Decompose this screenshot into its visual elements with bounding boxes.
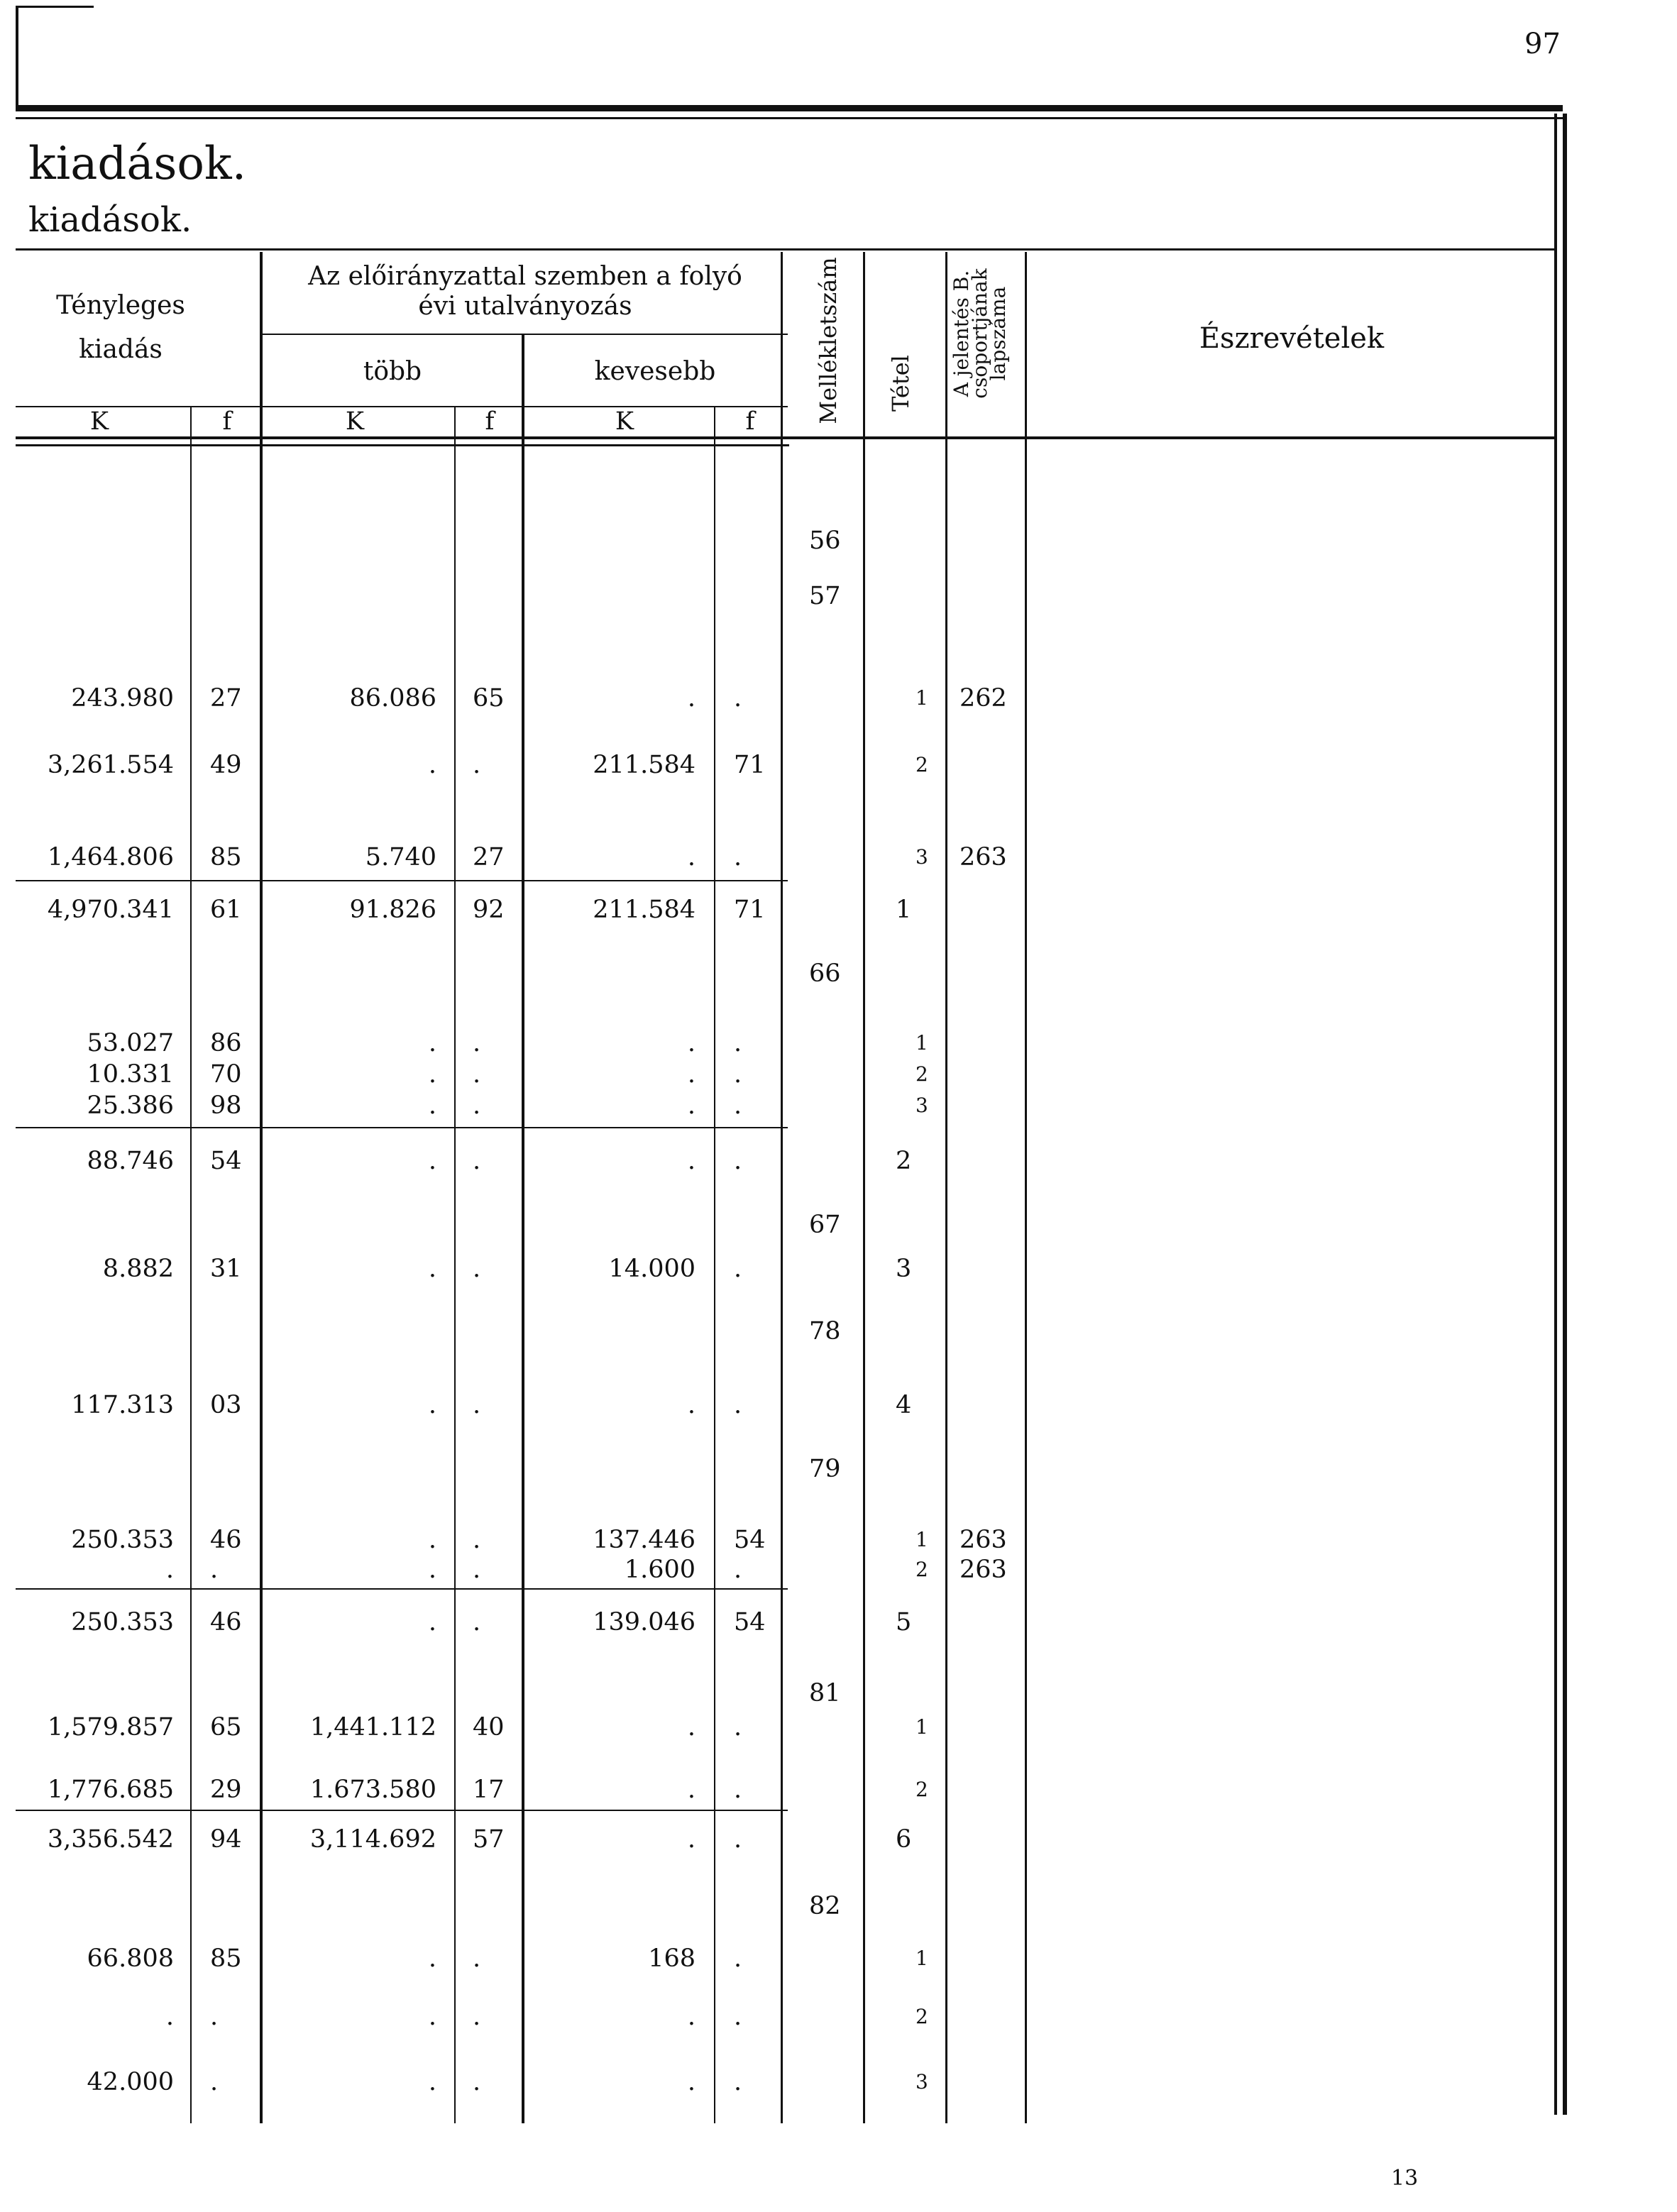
less-f-cell: . [734,1944,742,1973]
actual-k-cell: 250.353 [71,1608,174,1636]
item-sub-cell: 1 [916,1947,928,1970]
report-ref-header-line1: A jelentés B. [950,270,973,397]
actual-k-cell: 3,356.542 [47,1825,174,1854]
item-sub-cell: 1 [916,686,928,710]
actual-k-cell: 8.882 [102,1255,174,1283]
less-k-cell: . [687,843,695,871]
item-sub-cell: 1 [916,1715,928,1739]
actual-f-cell: . [210,2003,219,2031]
page-number: 97 [1524,28,1561,60]
less-f-cell: . [734,843,742,871]
item-sub-cell: 2 [916,753,928,776]
more-f-cell: . [473,1029,481,1057]
actual-k-cell: 1,464.806 [47,843,174,871]
less-f-cell: . [734,1147,742,1175]
f-header: f [222,407,232,436]
less-k-cell: . [687,2068,695,2096]
actual-k-cell: . [165,1556,174,1584]
item-cell: 6 [896,1825,912,1854]
actual-k-cell: 25.386 [87,1091,174,1120]
less-k-cell: 211.584 [593,751,695,779]
actual-f-cell: 03 [210,1391,242,1419]
more-k-cell: . [428,1556,436,1584]
actual-k-cell: 10.331 [87,1060,174,1089]
less-f-cell: . [734,1255,742,1283]
more-f-cell: . [473,1526,481,1554]
col-rule [714,406,715,2123]
item-sub-cell: 2 [916,2005,928,2028]
comparison-header-line1: Az előirányzattal szemben a folyó [308,262,742,291]
annex-cell: 79 [809,1455,841,1483]
top-rule-thin [16,117,1563,119]
more-f-cell: 65 [473,684,505,712]
col-rule [1025,252,1027,2123]
item-sub-cell: 3 [916,845,928,869]
more-f-cell: 40 [473,1713,505,1741]
corner-mark [16,6,94,8]
less-f-cell: 54 [734,1608,766,1636]
item-sub-cell: 1 [916,1528,928,1551]
k-header: K [345,407,365,436]
less-f-cell: . [734,2003,742,2031]
actual-f-cell: 70 [210,1060,242,1089]
more-f-cell: 92 [473,896,505,924]
page-title: kiadások. [28,138,247,190]
actual-k-cell: 243.980 [71,684,174,712]
actual-k-cell: 1,579.857 [47,1713,174,1741]
item-sub-cell: 3 [916,1094,928,1117]
actual-f-cell: 54 [210,1147,242,1175]
item-cell: 4 [896,1391,912,1419]
more-k-cell: . [428,1091,436,1120]
more-f-cell: 57 [473,1825,505,1854]
annex-cell: 66 [809,959,841,988]
item-header: Tétel [887,355,914,412]
page-ref-cell: 263 [960,843,1007,871]
more-f-cell: . [473,1255,481,1283]
comparison-header-line2: évi utalványozás [418,292,632,321]
less-k-cell: 139.046 [593,1608,695,1636]
more-f-cell: . [473,2003,481,2031]
more-k-cell: 1.673.580 [309,1776,436,1804]
more-f-cell: . [473,1944,481,1973]
report-ref-header-line2: csoportjának [968,268,991,399]
more-k-cell: . [428,1944,436,1973]
more-k-cell: . [428,1391,436,1419]
annex-header: Mellékletszám [815,257,842,424]
less-k-cell: . [687,1825,695,1854]
k-header: K [89,407,109,436]
less-k-cell: . [687,1091,695,1120]
k-header: K [615,407,634,436]
f-header: f [745,407,755,436]
more-k-cell: 1,441.112 [309,1713,436,1741]
actual-k-cell: 4,970.341 [47,896,174,924]
header-bottom-rule [16,436,1556,439]
more-k-cell: 91.826 [349,896,436,924]
col-rule [781,252,783,2123]
less-f-cell: . [734,1713,742,1741]
remarks-header: Észrevételek [1199,322,1385,355]
more-f-cell: . [473,1608,481,1636]
less-f-cell: . [734,1776,742,1804]
annex-cell: 56 [809,527,841,555]
less-k-cell: . [687,1147,695,1175]
less-k-cell: 1.600 [624,1556,695,1584]
more-k-cell: 86.086 [349,684,436,712]
more-f-cell: . [473,2068,481,2096]
actual-k-cell: 250.353 [71,1526,174,1554]
col-rule [945,252,947,2123]
col-rule [522,335,524,2123]
actual-k-cell: 88.746 [87,1147,174,1175]
f-header: f [485,407,495,436]
actual-f-cell: 85 [210,1944,242,1973]
more-f-cell: . [473,1391,481,1419]
actual-f-cell: 61 [210,896,242,924]
actual-k-cell: . [165,2003,174,2031]
less-f-cell: . [734,1091,742,1120]
less-f-cell: . [734,1825,742,1854]
less-k-cell: 168 [648,1944,695,1973]
actual-k-cell: 1,776.685 [47,1776,174,1804]
more-k-cell: . [428,1255,436,1283]
more-k-cell: . [428,1608,436,1636]
actual-f-cell: 86 [210,1029,242,1057]
actual-f-cell: 46 [210,1608,242,1636]
col-rule [863,252,865,2123]
annex-cell: 78 [809,1317,841,1346]
more-k-cell: . [428,751,436,779]
top-rule [16,105,1563,111]
item-sub-cell: 2 [916,1558,928,1581]
actual-f-cell: . [210,1556,219,1584]
less-k-cell: . [687,684,695,712]
more-f-cell: . [473,1556,481,1584]
more-k-cell: . [428,1029,436,1057]
less-k-cell: 14.000 [608,1255,695,1283]
sum-rule [16,1127,788,1128]
item-cell: 5 [896,1608,912,1636]
actual-k-cell: 3,261.554 [47,751,174,779]
less-k-cell: 137.446 [593,1526,695,1554]
less-f-cell: 54 [734,1526,766,1554]
less-k-cell: . [687,1776,695,1804]
actual-f-cell: 27 [210,684,242,712]
sum-rule [16,1588,788,1590]
actual-k-cell: 117.313 [71,1391,174,1419]
less-k-cell: . [687,1029,695,1057]
less-k-cell: . [687,1391,695,1419]
actual-f-cell: 46 [210,1526,242,1554]
header-bottom-rule-2 [16,444,789,446]
less-f-cell: 71 [734,896,766,924]
more-f-cell: . [473,1091,481,1120]
item-sub-cell: 1 [916,1031,928,1055]
annex-cell: 82 [809,1892,841,1920]
item-sub-cell: 2 [916,1062,928,1086]
page-ref-cell: 263 [960,1526,1007,1554]
less-f-cell: . [734,684,742,712]
annex-cell: 67 [809,1211,841,1239]
actual-f-cell: 31 [210,1255,242,1283]
rule [16,406,788,407]
report-ref-header-line3: lapszáma [986,286,1010,381]
less-f-cell: . [734,1060,742,1089]
actual-k-cell: 42.000 [87,2068,174,2096]
item-sub-cell: 3 [916,2070,928,2093]
less-f-cell: . [734,1391,742,1419]
actual-f-cell: . [210,2068,219,2096]
actual-k-cell: 66.808 [87,1944,174,1973]
actual-expense-header: Tényleges kiadás [56,291,185,364]
actual-f-cell: 98 [210,1091,242,1120]
less-k-cell: . [687,1060,695,1089]
item-cell: 2 [896,1147,912,1175]
more-header: több [363,357,422,386]
actual-f-cell: 85 [210,843,242,871]
actual-f-cell: 65 [210,1713,242,1741]
less-k-cell: 211.584 [593,896,695,924]
item-cell: 3 [896,1255,912,1283]
page-ref-cell: 263 [960,1556,1007,1584]
header-top-rule [16,248,1556,251]
more-k-cell: 5.740 [365,843,436,871]
more-f-cell: 17 [473,1776,505,1804]
more-f-cell: . [473,751,481,779]
more-k-cell: . [428,2068,436,2096]
col-rule [190,406,192,2123]
item-cell: 1 [896,896,912,924]
sum-rule [16,880,788,881]
page-subtitle: kiadások. [28,200,192,240]
footer-signature: 13 [1391,2166,1419,2191]
more-f-cell: . [473,1147,481,1175]
actual-f-cell: 29 [210,1776,242,1804]
actual-k-cell: 53.027 [87,1029,174,1057]
less-k-cell: . [687,1713,695,1741]
actual-f-cell: 49 [210,751,242,779]
sum-rule [16,1810,788,1811]
less-k-cell: . [687,2003,695,2031]
less-f-cell: 71 [734,751,766,779]
corner-mark [16,6,18,105]
less-header: kevesebb [594,357,716,386]
rule [263,334,788,335]
actual-f-cell: 94 [210,1825,242,1854]
more-f-cell: 27 [473,843,505,871]
less-f-cell: . [734,1556,742,1584]
right-border [1554,114,1557,2115]
annex-cell: 57 [809,582,841,610]
more-k-cell: . [428,2003,436,2031]
more-k-cell: . [428,1060,436,1089]
more-k-cell: 3,114.692 [309,1825,436,1854]
right-border-thick [1563,114,1567,2115]
more-k-cell: . [428,1147,436,1175]
less-f-cell: . [734,2068,742,2096]
col-rule [454,406,456,2123]
annex-cell: 81 [809,1679,841,1707]
item-sub-cell: 2 [916,1778,928,1801]
page-ref-cell: 262 [960,684,1007,712]
more-f-cell: . [473,1060,481,1089]
less-f-cell: . [734,1029,742,1057]
more-k-cell: . [428,1526,436,1554]
